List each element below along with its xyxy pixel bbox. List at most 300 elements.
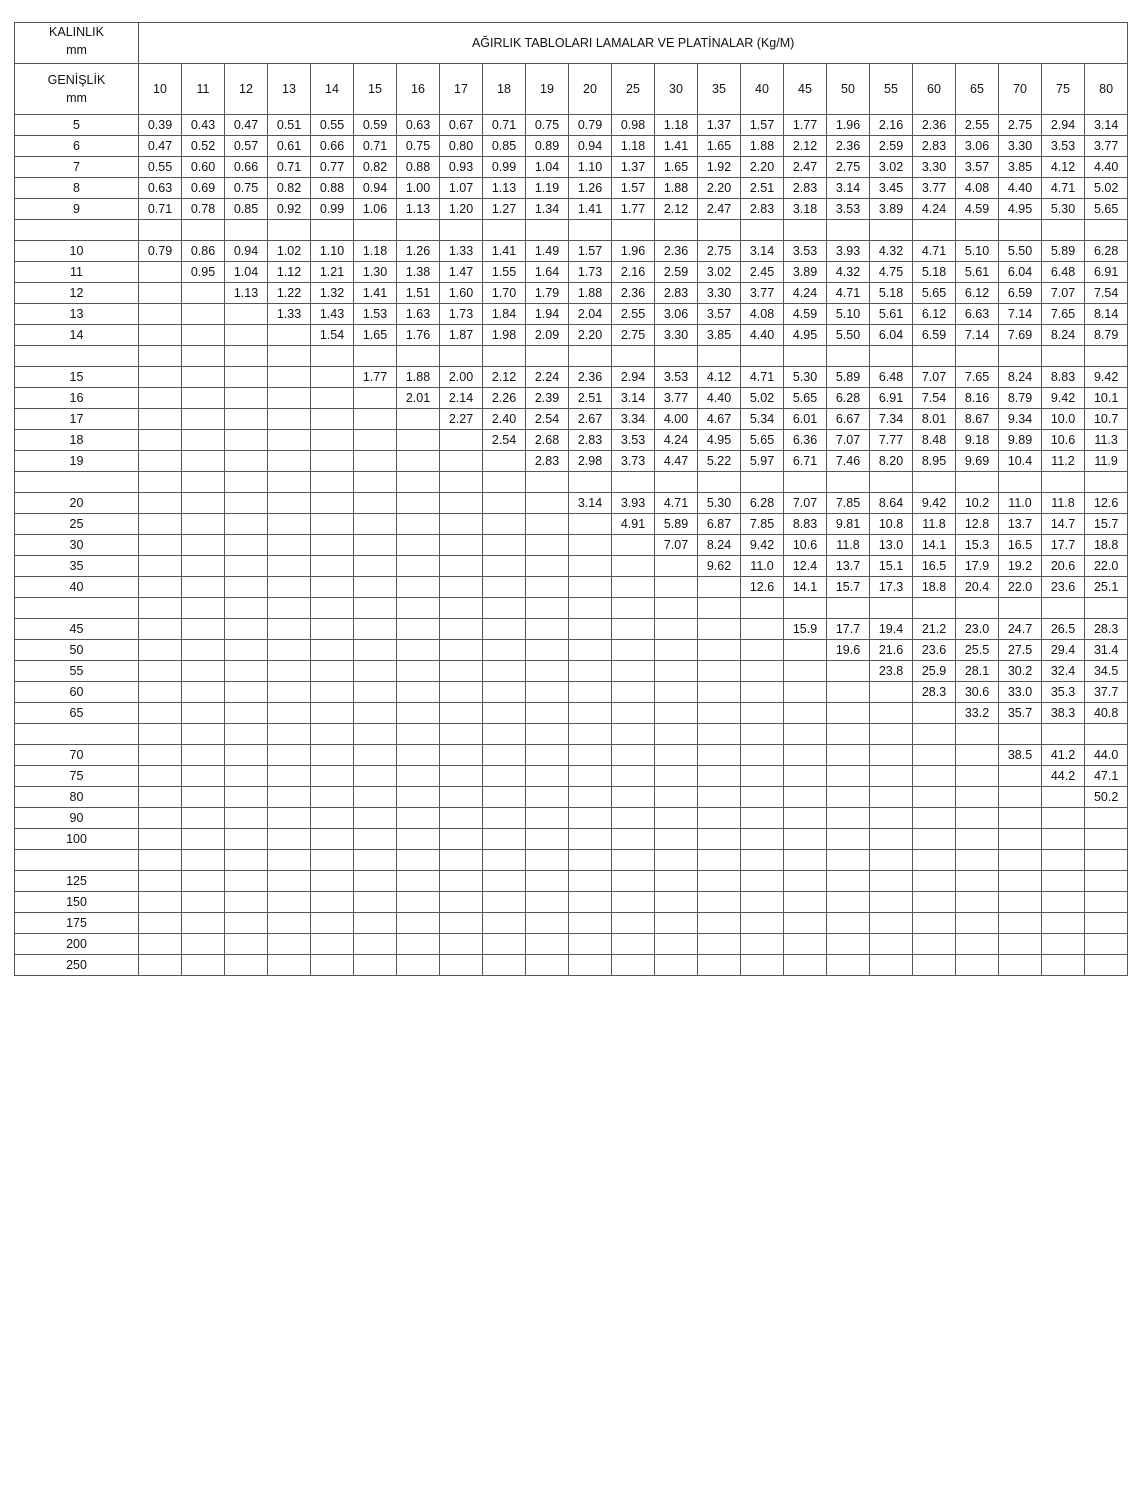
weight-cell: 20.4: [956, 577, 999, 598]
weight-cell: [354, 871, 397, 892]
weight-cell: [440, 430, 483, 451]
weight-cell: 6.12: [913, 304, 956, 325]
weight-cell: 1.49: [526, 241, 569, 262]
width-label-cell: 7: [15, 157, 139, 178]
weight-cell: 2.55: [612, 304, 655, 325]
weight-cell: [870, 955, 913, 976]
empty-cell: [397, 724, 440, 745]
weight-cell: [569, 703, 612, 724]
weight-cell: 0.47: [139, 136, 182, 157]
weight-cell: [870, 913, 913, 934]
weight-cell: [569, 787, 612, 808]
weight-cell: 7.85: [741, 514, 784, 535]
weight-cell: 8.79: [999, 388, 1042, 409]
weight-cell: 1.70: [483, 283, 526, 304]
weight-cell: 2.75: [698, 241, 741, 262]
weight-cell: 3.14: [1085, 115, 1128, 136]
weight-cell: 28.3: [1085, 619, 1128, 640]
weight-cell: [655, 577, 698, 598]
title-row: [15, 23, 1128, 64]
weight-cell: 4.40: [999, 178, 1042, 199]
weight-cell: 7.34: [870, 409, 913, 430]
weight-cell: 26.5: [1042, 619, 1085, 640]
width-label-cell: 15: [15, 367, 139, 388]
empty-cell: [397, 346, 440, 367]
width-label-cell: 16: [15, 388, 139, 409]
empty-cell: [913, 472, 956, 493]
weight-cell: 1.60: [440, 283, 483, 304]
weight-cell: [569, 745, 612, 766]
weight-cell: 0.71: [483, 115, 526, 136]
weight-cell: 0.85: [483, 136, 526, 157]
weight-cell: 5.30: [784, 367, 827, 388]
weight-cell: [139, 913, 182, 934]
weight-cell: 3.14: [741, 241, 784, 262]
weight-cell: 2.51: [569, 388, 612, 409]
empty-cell: [526, 598, 569, 619]
weight-cell: [827, 766, 870, 787]
weight-cell: [311, 640, 354, 661]
weight-cell: [139, 388, 182, 409]
table-row: [15, 451, 1128, 472]
weight-cell: 2.20: [741, 157, 784, 178]
weight-cell: 0.66: [225, 157, 268, 178]
weight-cell: 8.20: [870, 451, 913, 472]
weight-cell: [526, 766, 569, 787]
weight-cell: [354, 493, 397, 514]
weight-cell: [268, 640, 311, 661]
weight-cell: [741, 829, 784, 850]
width-label-cell: 8: [15, 178, 139, 199]
weight-cell: 1.96: [612, 241, 655, 262]
weight-cell: 4.95: [999, 199, 1042, 220]
table-row: [15, 283, 1128, 304]
weight-cell: 1.57: [741, 115, 784, 136]
weight-cell: [354, 451, 397, 472]
weight-cell: 9.89: [999, 430, 1042, 451]
weight-cell: 6.87: [698, 514, 741, 535]
weight-cell: 2.36: [569, 367, 612, 388]
weight-cell: [311, 556, 354, 577]
weight-cell: 0.61: [268, 136, 311, 157]
weight-cell: [612, 745, 655, 766]
empty-cell: [999, 472, 1042, 493]
weight-cell: 33.0: [999, 682, 1042, 703]
weight-cell: 7.07: [913, 367, 956, 388]
weight-cell: 12.6: [741, 577, 784, 598]
weight-cell: [440, 892, 483, 913]
weight-cell: [784, 787, 827, 808]
weight-cell: 11.0: [741, 556, 784, 577]
empty-cell: [225, 850, 268, 871]
weight-cell: 0.79: [139, 241, 182, 262]
weight-cell: 2.39: [526, 388, 569, 409]
weight-cell: 3.18: [784, 199, 827, 220]
weight-cell: [1085, 871, 1128, 892]
weight-cell: 1.18: [354, 241, 397, 262]
weight-cell: 1.65: [698, 136, 741, 157]
weight-cell: 1.13: [483, 178, 526, 199]
weight-cell: 1.63: [397, 304, 440, 325]
weight-cell: [139, 787, 182, 808]
weight-cell: 2.16: [612, 262, 655, 283]
weight-cell: 2.12: [655, 199, 698, 220]
weight-cell: 3.53: [612, 430, 655, 451]
weight-cell: [741, 640, 784, 661]
weight-cell: [612, 556, 655, 577]
thickness-header: 11: [182, 64, 225, 115]
weight-cell: 0.63: [397, 115, 440, 136]
weight-cell: 15.9: [784, 619, 827, 640]
weight-cell: 1.87: [440, 325, 483, 346]
table-row: [15, 493, 1128, 514]
weight-cell: 2.16: [870, 115, 913, 136]
weight-cell: 0.99: [483, 157, 526, 178]
weight-cell: [784, 871, 827, 892]
weight-cell: [569, 913, 612, 934]
weight-cell: 1.04: [526, 157, 569, 178]
empty-cell: [612, 724, 655, 745]
weight-cell: 21.2: [913, 619, 956, 640]
weight-cell: [139, 493, 182, 514]
weight-cell: [483, 808, 526, 829]
weight-cell: [225, 325, 268, 346]
weight-cell: 12.6: [1085, 493, 1128, 514]
weight-cell: [956, 787, 999, 808]
weight-cell: [311, 955, 354, 976]
weight-cell: 17.7: [1042, 535, 1085, 556]
weight-cell: [569, 619, 612, 640]
width-label-cell: 60: [15, 682, 139, 703]
weight-cell: 1.88: [655, 178, 698, 199]
weight-cell: 1.73: [440, 304, 483, 325]
weight-cell: [182, 619, 225, 640]
weight-cell: 7.07: [655, 535, 698, 556]
weight-cell: 2.36: [612, 283, 655, 304]
weight-cell: 6.59: [913, 325, 956, 346]
weight-cell: [956, 745, 999, 766]
weight-cell: [139, 556, 182, 577]
weight-cell: 20.6: [1042, 556, 1085, 577]
weight-cell: [182, 577, 225, 598]
weight-cell: 2.83: [913, 136, 956, 157]
weight-cell: [225, 619, 268, 640]
weight-cell: [1042, 787, 1085, 808]
weight-cell: [182, 808, 225, 829]
thickness-header: 30: [655, 64, 698, 115]
weight-cell: 4.40: [698, 388, 741, 409]
weight-cell: 1.33: [268, 304, 311, 325]
empty-cell: [182, 724, 225, 745]
weight-cell: 1.57: [569, 241, 612, 262]
weight-cell: 14.1: [913, 535, 956, 556]
empty-cell: [354, 724, 397, 745]
weight-cell: [526, 703, 569, 724]
empty-cell: [956, 598, 999, 619]
weight-cell: [268, 934, 311, 955]
weight-cell: [182, 787, 225, 808]
weight-cell: 4.12: [1042, 157, 1085, 178]
weight-cell: 1.10: [311, 241, 354, 262]
empty-cell: [1042, 220, 1085, 241]
weight-cell: [182, 325, 225, 346]
weight-cell: 47.1: [1085, 766, 1128, 787]
empty-cell: [827, 850, 870, 871]
weight-cell: [268, 514, 311, 535]
weight-cell: 2.75: [827, 157, 870, 178]
weight-cell: 30.2: [999, 661, 1042, 682]
weight-cell: 4.00: [655, 409, 698, 430]
weight-cell: [569, 661, 612, 682]
weight-cell: [268, 682, 311, 703]
weight-cell: [741, 808, 784, 829]
weight-cell: [440, 535, 483, 556]
weight-cell: 35.3: [1042, 682, 1085, 703]
weight-cell: 6.91: [870, 388, 913, 409]
weight-cell: [440, 451, 483, 472]
weight-cell: [569, 682, 612, 703]
weight-cell: [311, 535, 354, 556]
empty-cell: [483, 472, 526, 493]
empty-cell: [268, 724, 311, 745]
weight-cell: [569, 556, 612, 577]
empty-cell: [311, 346, 354, 367]
weight-cell: [612, 808, 655, 829]
weight-cell: [268, 535, 311, 556]
weight-cell: 3.14: [569, 493, 612, 514]
weight-cell: [182, 493, 225, 514]
weight-cell: 5.89: [827, 367, 870, 388]
weight-cell: [311, 367, 354, 388]
weight-cell: [225, 451, 268, 472]
weight-cell: 7.85: [827, 493, 870, 514]
weight-cell: [526, 829, 569, 850]
weight-cell: [612, 619, 655, 640]
weight-cell: 11.8: [1042, 493, 1085, 514]
weight-cell: 1.18: [655, 115, 698, 136]
weight-cell: [483, 871, 526, 892]
weight-cell: 2.54: [526, 409, 569, 430]
empty-cell: [139, 346, 182, 367]
weight-cell: 32.4: [1042, 661, 1085, 682]
empty-cell: [440, 598, 483, 619]
weight-cell: [268, 367, 311, 388]
weight-cell: [483, 913, 526, 934]
weight-cell: 4.75: [870, 262, 913, 283]
empty-cell: [741, 346, 784, 367]
weight-cell: [655, 955, 698, 976]
weight-cell: [612, 934, 655, 955]
weight-cell: 1.65: [354, 325, 397, 346]
weight-cell: [268, 808, 311, 829]
weight-cell: 19.6: [827, 640, 870, 661]
weight-cell: 9.62: [698, 556, 741, 577]
empty-cell: [569, 346, 612, 367]
weight-cell: [483, 934, 526, 955]
weight-cell: [139, 514, 182, 535]
empty-cell: [784, 598, 827, 619]
weight-cell: [741, 934, 784, 955]
weight-cell: 5.65: [741, 430, 784, 451]
weight-cell: 1.54: [311, 325, 354, 346]
weight-cell: 3.06: [956, 136, 999, 157]
weight-cell: [397, 766, 440, 787]
empty-cell: [698, 598, 741, 619]
thickness-header: 13: [268, 64, 311, 115]
weight-cell: 4.59: [956, 199, 999, 220]
thickness-header: 35: [698, 64, 741, 115]
weight-cell: 25.5: [956, 640, 999, 661]
table-row: [15, 829, 1128, 850]
weight-cell: [483, 766, 526, 787]
width-label-cell: 50: [15, 640, 139, 661]
empty-cell: [569, 850, 612, 871]
weight-cell: [569, 514, 612, 535]
weight-cell: 0.67: [440, 115, 483, 136]
weight-cell: 11.8: [913, 514, 956, 535]
weight-cell: 6.48: [1042, 262, 1085, 283]
thickness-header: 17: [440, 64, 483, 115]
weight-cell: 3.30: [913, 157, 956, 178]
weight-cell: [999, 913, 1042, 934]
width-label-cell: 11: [15, 262, 139, 283]
weight-cell: [655, 640, 698, 661]
weight-cell: 5.30: [1042, 199, 1085, 220]
weight-cell: [139, 283, 182, 304]
weight-cell: 1.32: [311, 283, 354, 304]
empty-cell: [311, 724, 354, 745]
weight-cell: [526, 871, 569, 892]
weight-cell: 4.32: [827, 262, 870, 283]
weight-cell: [139, 682, 182, 703]
empty-cell: [999, 220, 1042, 241]
weight-cell: [182, 871, 225, 892]
weight-cell: [483, 640, 526, 661]
weight-cell: [784, 829, 827, 850]
weight-cell: [569, 535, 612, 556]
empty-cell: [1042, 850, 1085, 871]
weight-cell: [182, 829, 225, 850]
weight-cell: [139, 766, 182, 787]
empty-cell: [784, 472, 827, 493]
weight-cell: 41.2: [1042, 745, 1085, 766]
weight-cell: [698, 577, 741, 598]
weight-cell: [1042, 871, 1085, 892]
weight-cell: [827, 703, 870, 724]
weight-cell: [612, 766, 655, 787]
weight-cell: 6.01: [784, 409, 827, 430]
weight-cell: [569, 871, 612, 892]
empty-cell: [870, 724, 913, 745]
empty-cell: [655, 850, 698, 871]
weight-cell: [483, 661, 526, 682]
weight-cell: 6.04: [870, 325, 913, 346]
table-title: AĞIRLIK TABLOLARI LAMALAR VE PLATİNALAR (Kg/M): [139, 23, 1128, 64]
weight-cell: 5.02: [1085, 178, 1128, 199]
empty-cell: [526, 724, 569, 745]
thickness-label: KALINLIK: [49, 25, 104, 39]
empty-cell: [741, 850, 784, 871]
weight-cell: 5.89: [655, 514, 698, 535]
weight-table-sheet: [14, 22, 1128, 976]
empty-cell: [612, 472, 655, 493]
weight-cell: [655, 682, 698, 703]
weight-cell: 0.63: [139, 178, 182, 199]
weight-cell: 6.91: [1085, 262, 1128, 283]
weight-cell: [827, 934, 870, 955]
weight-cell: [784, 682, 827, 703]
weight-cell: 2.45: [741, 262, 784, 283]
weight-cell: 7.07: [827, 430, 870, 451]
weight-cell: [268, 787, 311, 808]
weight-cell: 4.32: [870, 241, 913, 262]
table-row: [15, 241, 1128, 262]
weight-cell: [311, 703, 354, 724]
weight-cell: [483, 619, 526, 640]
weight-cell: 2.94: [612, 367, 655, 388]
weight-cell: 0.88: [397, 157, 440, 178]
weight-cell: [741, 682, 784, 703]
empty-cell: [741, 472, 784, 493]
weight-cell: 2.47: [784, 157, 827, 178]
empty-cell: [870, 472, 913, 493]
width-label-cell: 250: [15, 955, 139, 976]
table-row: [15, 178, 1128, 199]
width-label: GENİŞLİK: [47, 73, 106, 87]
empty-cell: [655, 598, 698, 619]
weight-cell: 3.34: [612, 409, 655, 430]
empty-cell: [827, 346, 870, 367]
weight-cell: 2.24: [526, 367, 569, 388]
weight-cell: [698, 913, 741, 934]
table-row: [15, 430, 1128, 451]
weight-cell: 11.0: [999, 493, 1042, 514]
empty-cell: [698, 220, 741, 241]
weight-cell: [354, 934, 397, 955]
weight-cell: 35.7: [999, 703, 1042, 724]
weight-cell: 10.8: [870, 514, 913, 535]
table-row: [15, 577, 1128, 598]
width-label-cell: 40: [15, 577, 139, 598]
empty-cell: [1085, 346, 1128, 367]
weight-cell: 3.06: [655, 304, 698, 325]
empty-cell: [870, 850, 913, 871]
weight-cell: [483, 577, 526, 598]
width-corner-label: [15, 64, 139, 115]
weight-cell: 27.5: [999, 640, 1042, 661]
weight-cell: [1085, 892, 1128, 913]
weight-cell: [311, 766, 354, 787]
weight-cell: [311, 493, 354, 514]
empty-cell: [526, 346, 569, 367]
weight-cell: 4.91: [612, 514, 655, 535]
weight-cell: 1.41: [655, 136, 698, 157]
empty-cell: [827, 472, 870, 493]
weight-cell: [354, 514, 397, 535]
weight-cell: [268, 388, 311, 409]
weight-cell: 0.82: [354, 157, 397, 178]
weight-cell: 6.36: [784, 430, 827, 451]
weight-cell: 18.8: [913, 577, 956, 598]
empty-cell: [1042, 346, 1085, 367]
width-label-cell: 10: [15, 241, 139, 262]
weight-cell: 10.2: [956, 493, 999, 514]
empty-cell: [612, 220, 655, 241]
weight-cell: [784, 703, 827, 724]
table-row: [15, 199, 1128, 220]
weight-cell: [225, 745, 268, 766]
weight-cell: 8.14: [1085, 304, 1128, 325]
